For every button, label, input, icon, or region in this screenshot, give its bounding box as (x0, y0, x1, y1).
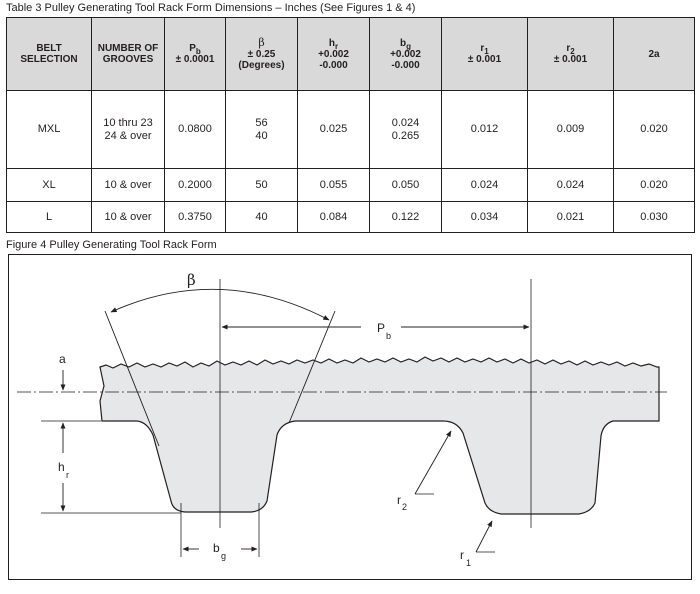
cell-grooves: 10 & over (92, 202, 165, 233)
hr-subscript: r (66, 470, 69, 480)
header-number-of-grooves: NUMBER OF GROOVES (92, 18, 165, 91)
cell-r2: 0.021 (528, 202, 614, 233)
pb-label: P (377, 321, 386, 335)
cell-r2: 0.024 (528, 169, 614, 202)
cell-2a: 0.020 (614, 169, 695, 202)
cell-pb: 0.2000 (165, 169, 226, 202)
header-pb: $P_b$ ± 0.0001 (165, 18, 226, 91)
header-hr: $h_r$ +0.002 -0.000 (298, 18, 370, 91)
table-row-mxl (7, 91, 695, 169)
header-r2: $r_2$ ± 0.001 (528, 18, 614, 91)
cell-2a: 0.020 (614, 91, 695, 169)
cell-belt: XL (7, 169, 92, 202)
cell-bg: 0.050 (370, 169, 442, 202)
a-label: a (59, 352, 66, 366)
r2-subscript: 2 (402, 502, 408, 512)
cell-pb: 0.3750 (165, 202, 226, 233)
cell-bg: 0.024 0.265 (370, 91, 442, 169)
cell-belt: L (7, 202, 92, 233)
table-row-l (7, 202, 695, 233)
rack-form-drawing (9, 255, 691, 579)
cell-hr: 0.084 (298, 202, 370, 233)
cell-beta: 50 (226, 169, 298, 202)
cell-r1: 0.034 (442, 202, 528, 233)
cell-r1: 0.024 (442, 169, 528, 202)
hr-label: h (58, 460, 65, 474)
r2-label: r (397, 493, 401, 507)
table-row-xl (7, 169, 695, 202)
cell-beta: 40 (226, 202, 298, 233)
cell-grooves: 10 & over (92, 169, 165, 202)
r1-subscript: 1 (466, 558, 472, 568)
pb-subscript: b (386, 331, 392, 341)
beta-label: β (187, 271, 196, 289)
cell-r2: 0.009 (528, 91, 614, 169)
header-bg: $b_g$ +0.002 -0.000 (370, 18, 442, 91)
r1-label: r (460, 548, 464, 562)
cell-2a: 0.030 (614, 202, 695, 233)
header-r1: $r_1$ ± 0.001 (442, 18, 528, 91)
table-caption: Table 3 Pulley Generating Tool Rack Form Dimensions – Inches (See Figures 1 & 4) (6, 2, 416, 14)
cell-bg: 0.122 (370, 202, 442, 233)
rack-profile (100, 357, 659, 514)
dimensions-table (6, 17, 695, 233)
bg-subscript: g (221, 551, 227, 561)
cell-beta: 56 40 (226, 91, 298, 169)
cell-pb: 0.0800 (165, 91, 226, 169)
table-header-row (7, 18, 695, 91)
header-beta: β ± 0.25 (Degrees) (226, 18, 298, 91)
cell-r1: 0.012 (442, 91, 528, 169)
cell-hr: 0.055 (298, 169, 370, 202)
cell-hr: 0.025 (298, 91, 370, 169)
cell-grooves: 10 thru 23 24 & over (92, 91, 165, 169)
bg-label: b (213, 541, 220, 555)
header-2a: 2a (614, 18, 695, 91)
header-belt-selection: BELT SELECTION (7, 18, 92, 91)
figure-frame (8, 254, 692, 580)
cell-belt: MXL (7, 91, 92, 169)
figure-caption: Figure 4 Pulley Generating Tool Rack Form (6, 239, 217, 251)
